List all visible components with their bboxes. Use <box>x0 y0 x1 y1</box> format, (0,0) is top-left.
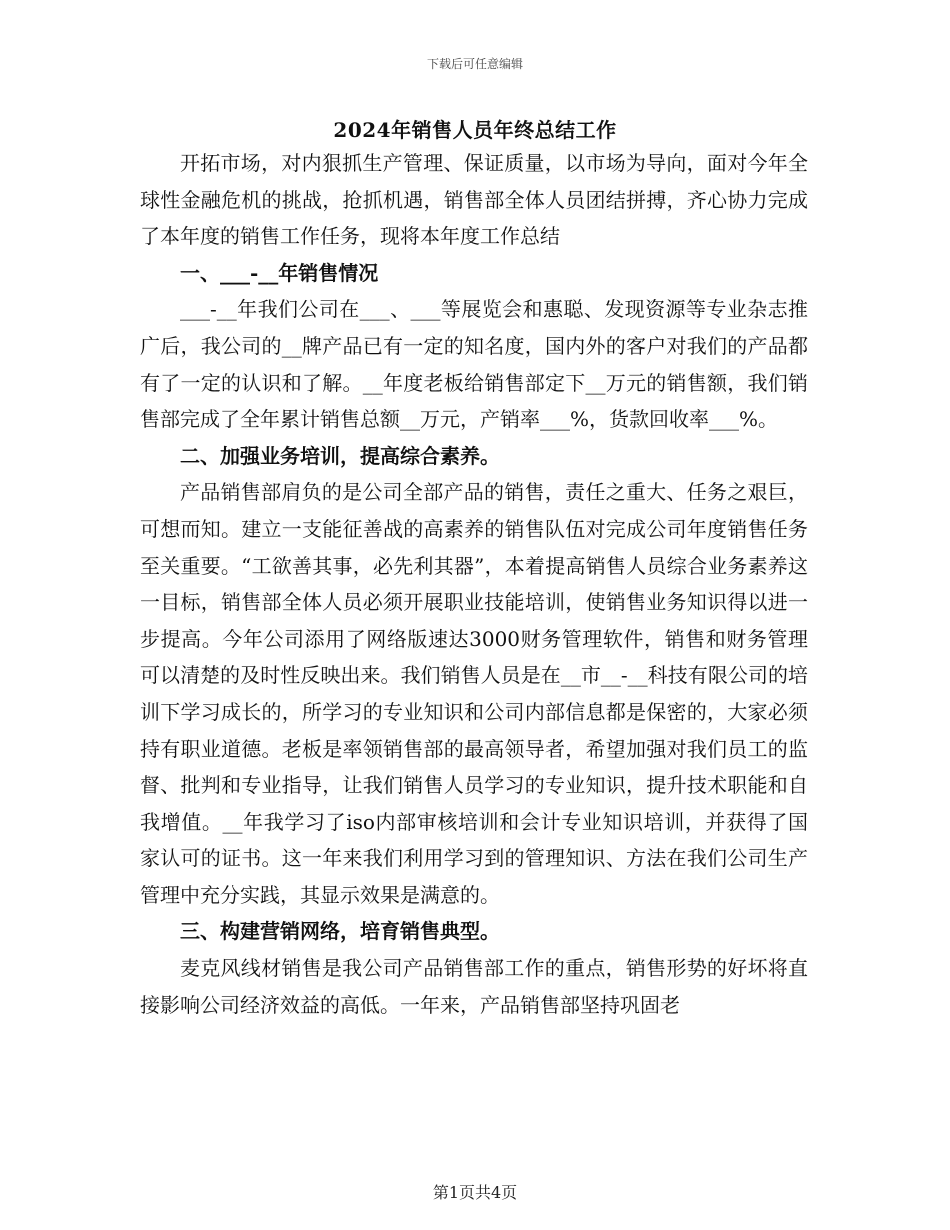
intro-paragraph: 开拓市场，对内狠抓生产管理、保证质量，以市场为导向，面对今年全球性金融危机的挑战，抢抓机遇，销售部全体人员团结拼搏，齐心协力完成了本年度的销售工作任务，现将本年度工作总结 <box>140 151 808 249</box>
section-heading-2: 二、加强业务培训，提高综合素养。 <box>180 443 500 468</box>
network-paragraph: 麦克风线材销售是我公司产品销售部工作的重点，销售形势的好坏将直接影响公司经济效益的高低。一年来，产品销售部坚持巩固老 <box>140 956 808 1017</box>
page-title: 2024年销售人员年终总结工作 <box>333 118 617 142</box>
document-body <box>140 145 808 1023</box>
page-footer: 第1页共4页 <box>432 1183 518 1202</box>
header-note: 下载后可任意编辑 <box>426 57 523 71</box>
section-heading-1: 一、___-__年销售情况 <box>180 260 379 285</box>
section-heading-3: 三、构建营销网络，培育销售典型。 <box>180 919 500 944</box>
training-paragraph: 产品销售部肩负的是公司全部产品的销售，责任之重大、任务之艰巨，可想而知。建立一支能征善战的高素养的销售队伍对完成公司年度销售任务至关重要。“工欲善其事，必先利其器”，本着提高销售人员综合业务素养这一目标，销售部全体人员必须开展职业技能培训，使销售业务知识得以进一步提高。今年公司添用了网络版速达3000财务管理软件，销售和财务管理可以清楚的及时性反映出来。我们销售人员是在__市__-__科技有限公司的培训下学习成长的，所学习的专业知识和公司内部信息都是保密的，大家必须持有职业道德。老板是率领销售部的最高领导者，希望加强对我们员工的监督、批判和专业指导，让我们销售人员学习的专业知识，提升技术职能和自我增值。__年我学习了iso内部审核培训和会计专业知识培训，并获得了国家认可的证书。这一年来我们利用学习到的管理知识、方法在我们公司生产管理中充分实践，其显示效果是满意的。 <box>140 480 808 907</box>
sales-situation-paragraph: ___-__年我们公司在___、___等展览会和惠聪、发现资源等专业杂志推广后，我公司的__牌产品已有一定的知名度，国内外的客户对我们的产品都有了一定的认识和了解。__年度老板给销售部定下__万元的销售额，我们销售部完成了全年累计销售总额__万元，产销率___%，货款回收率___%。 <box>140 297 808 432</box>
